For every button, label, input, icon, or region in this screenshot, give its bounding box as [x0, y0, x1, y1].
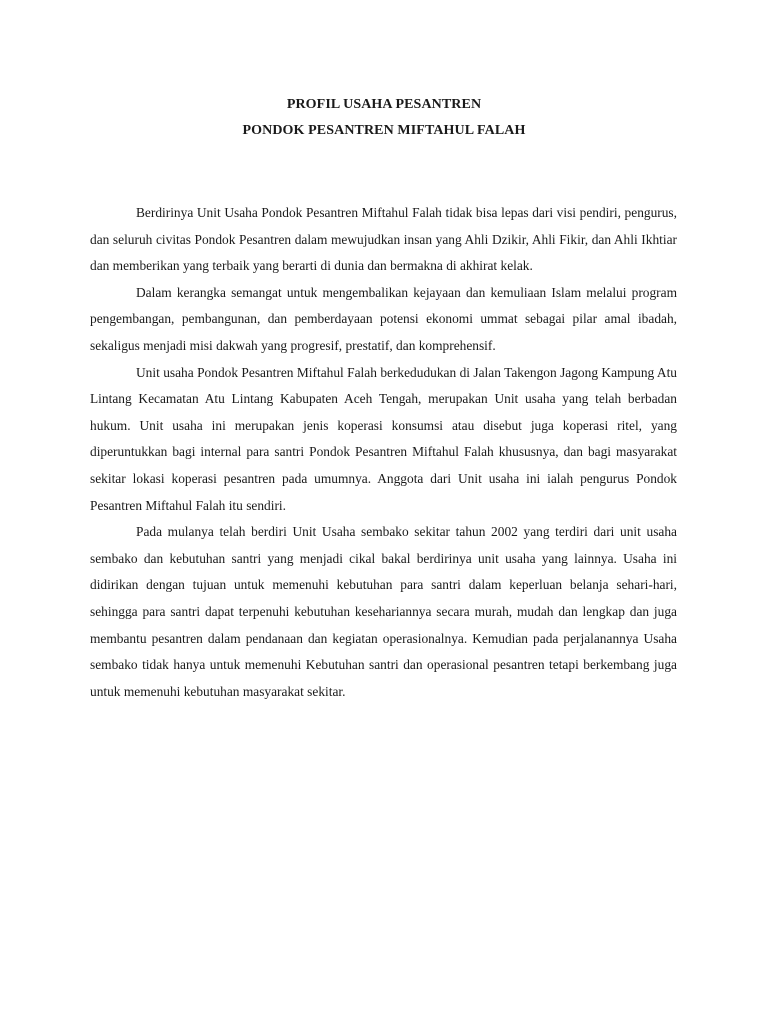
title-line-1: PROFIL USAHA PESANTREN — [286, 97, 482, 112]
paragraph-1: Berdirinya Unit Usaha Pondok Pesantren Miftahul Falah tidak bisa lepas dari visi pendiri, pengurus, dan seluruh civitas Pondok Pesantren dalam mewujudkan insan yang Ahli Dzikir, Ahli Fikir, dan Ahli Ikhtiar dan memberikan yang terbaik yang berarti di dunia dan bermakna di akhirat kelak. — [90, 205, 677, 274]
title-line-2: PONDOK PESANTREN MIFTAHUL FALAH — [242, 123, 526, 138]
paragraph-4: Pada mulanya telah berdiri Unit Usaha sembako sekitar tahun 2002 yang terdiri dari unit usaha sembako dan kebutuhan santri yang menjadi cikal bakal berdirinya unit usaha yang lainnya. Usaha ini didirikan dengan tujuan untuk memenuhi kebutuhan para santri dalam keperluan belanja sehari-hari, sehingga para santri dapat terpenuhi kebutuhan kesehariannya secara murah, mudah dan lengkap dan juga membantu pesantren dalam pendanaan dan kegiatan operasionalnya. Kemudian pada perjalanannya Usaha sembako tidak hanya untuk memenuhi Kebutuhan santri dan operasional pesantren tetapi berkembang juga untuk memenuhi kebutuhan masyarakat sekitar. — [90, 524, 677, 699]
document-title — [0, 92, 768, 144]
document-body — [90, 200, 677, 705]
paragraph-2: Dalam kerangka semangat untuk mengembalikan kejayaan dan kemuliaan Islam melalui program pengembangan, pembangunan, dan pemberdayaan potensi ekonomi ummat sebagai pilar amal ibadah, sekaligus menjadi misi dakwah yang progresif, prestatif, dan komprehensif. — [90, 284, 677, 353]
paragraph-3: Unit usaha Pondok Pesantren Miftahul Falah berkedudukan di Jalan Takengon Jagong Kampung Atu Lintang Kecamatan Atu Lintang Kabupaten Aceh Tengah, merupakan Unit usaha yang telah berbadan hukum. Unit usaha ini merupakan jenis koperasi konsumsi atau disebut juga koperasi ritel, yang diperuntukkan bagi internal para santri Pondok Pesantren Miftahul Falah khususnya, dan bagi masyarakat sekitar lokasi koperasi pesantren pada umumnya. Anggota dari Unit usaha ini ialah pengurus Pondok Pesantren Miftahul Falah itu sendiri. — [90, 364, 677, 513]
